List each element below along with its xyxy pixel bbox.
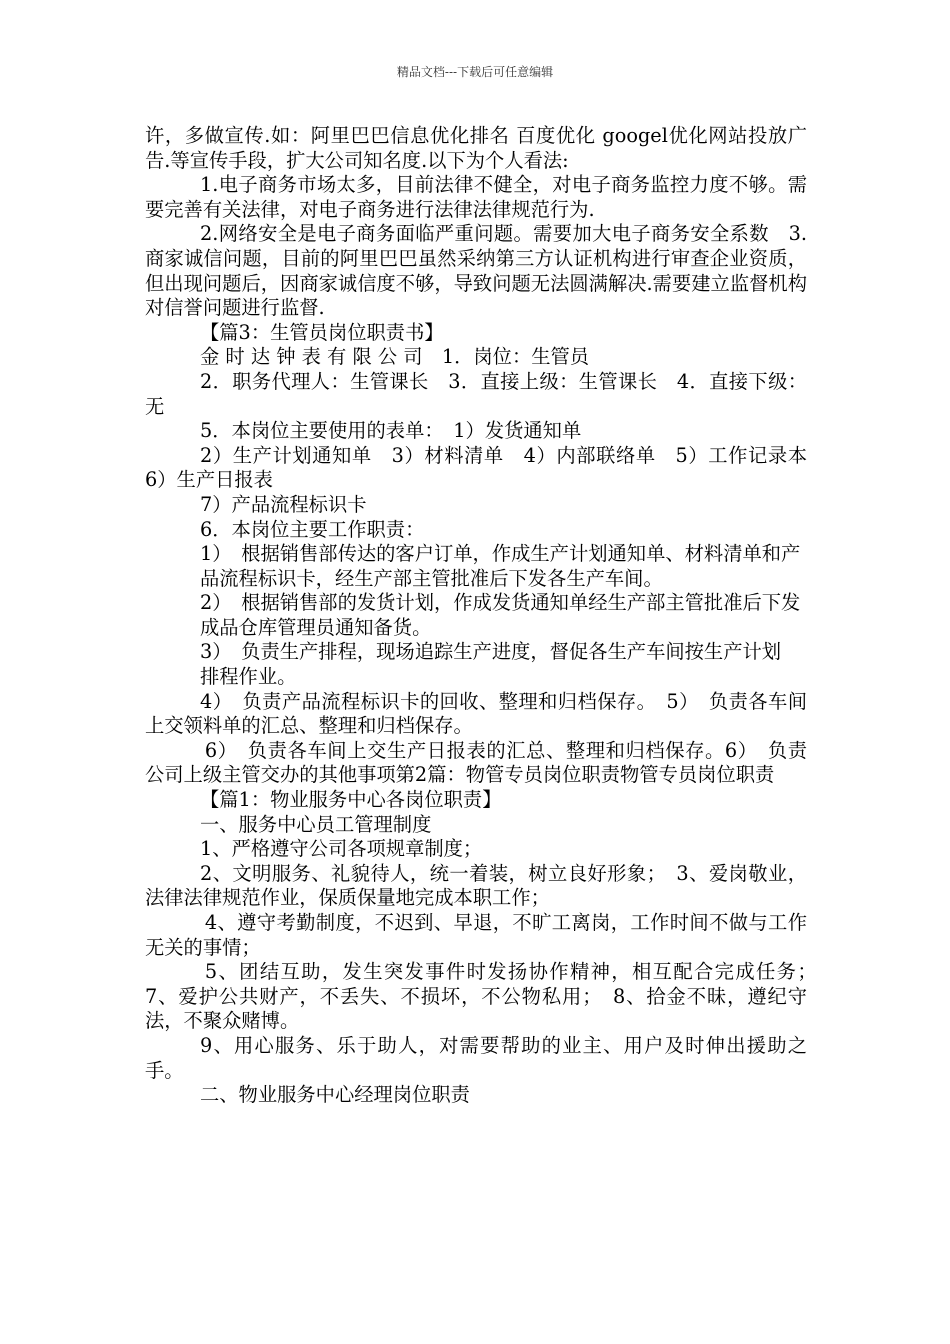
paragraph: 6．本岗位主要工作职责：	[200, 517, 425, 541]
paragraph: 6） 负责各车间上交生产日报表的汇总、整理和归档保存。6） 负责公司上级主管交办的其他事项第2篇：物管专员岗位职责物管专员岗位职责	[145, 738, 807, 787]
paragraph: 4） 负责产品流程标识卡的回收、整理和归档保存。 5） 负责各车间上交领料单的汇总、整理和归档保存。	[145, 689, 807, 738]
document-body	[145, 124, 827, 1108]
paragraph: 2.网络安全是电子商务面临严重问题。需要加大电子商务安全系数 3.商家诚信问题，目前的阿里巴巴虽然采纳第三方认证机构进行审查企业资质，但出现问题后，因商家诚信度不够，导致问题无法圆满解决.需要建立监督机构对信誉问题进行监督.	[145, 222, 807, 320]
paragraph: 2．职务代理人：生管课长 3．直接上级：生管课长 4．直接下级：无	[145, 369, 807, 418]
paragraph: 9、用心服务、乐于助人，对需要帮助的业主、用户及时伸出援助之手。	[145, 1033, 807, 1082]
paragraph: 4、遵守考勤制度，不迟到、早退，不旷工离岗，工作时间不做与工作无关的事情；	[145, 911, 807, 959]
section-heading: 【篇3：生管员岗位职责书】	[200, 320, 444, 344]
paragraph: 1.电子商务市场太多，目前法律不健全，对电子商务监控力度不够。需要完善有关法律，对电子商务进行法律法律规范行为.	[145, 173, 807, 221]
section-heading: 一、服务中心员工管理制度	[200, 812, 432, 836]
paragraph: 5、团结互助，发生突发事件时发扬协作精神，相互配合完成任务； 7、爱护公共财产，不丢失、不损坏，不公物私用； 8、拾金不昧，遵纪守法，不聚众赌博。	[145, 960, 827, 1033]
paragraph: 金 时 达 钟 表 有 限 公 司 1．岗位：生管员	[200, 345, 590, 369]
paragraph: 1） 根据销售部传达的客户订单，作成生产计划通知单、材料清单和产	[200, 542, 801, 566]
paragraph: 许，多做宣传.如：阿里巴巴信息优化排名 百度优化 googel优化网站投放广告.等宣传手段，扩大公司知名度.以下为个人看法:	[145, 124, 807, 172]
paragraph: 排程作业。	[200, 665, 297, 689]
paragraph: 成品仓库管理员通知备货。	[200, 615, 432, 639]
paragraph: 7）产品流程标识卡	[200, 492, 367, 516]
page-header: 精品文档---下载后可任意编辑	[396, 65, 554, 79]
paragraph: 2）生产计划通知单 3）材料清单 4）内部联络单 5）工作记录本 6）生产日报表	[145, 443, 827, 492]
paragraph: 2、文明服务、礼貌待人，统一着装，树立良好形象； 3、爱岗敬业，法律法律规范作业，保质保量地完成本职工作；	[145, 861, 807, 910]
section-heading: 【篇1：物业服务中心各岗位职责】	[200, 788, 502, 812]
paragraph: 5．本岗位主要使用的表单： 1）发货通知单	[200, 419, 582, 443]
paragraph: 2） 根据销售部的发货计划，作成发货通知单经生产部主管批准后下发	[200, 591, 801, 615]
paragraph: 品流程标识卡，经生产部主管批准后下发各生产车间。	[200, 566, 663, 590]
section-heading: 二、物业服务中心经理岗位职责	[200, 1083, 470, 1107]
paragraph: 1、严格遵守公司各项规章制度；	[200, 837, 483, 861]
paragraph: 3） 负责生产排程，现场追踪生产进度，督促各生产车间按生产计划	[200, 640, 782, 664]
